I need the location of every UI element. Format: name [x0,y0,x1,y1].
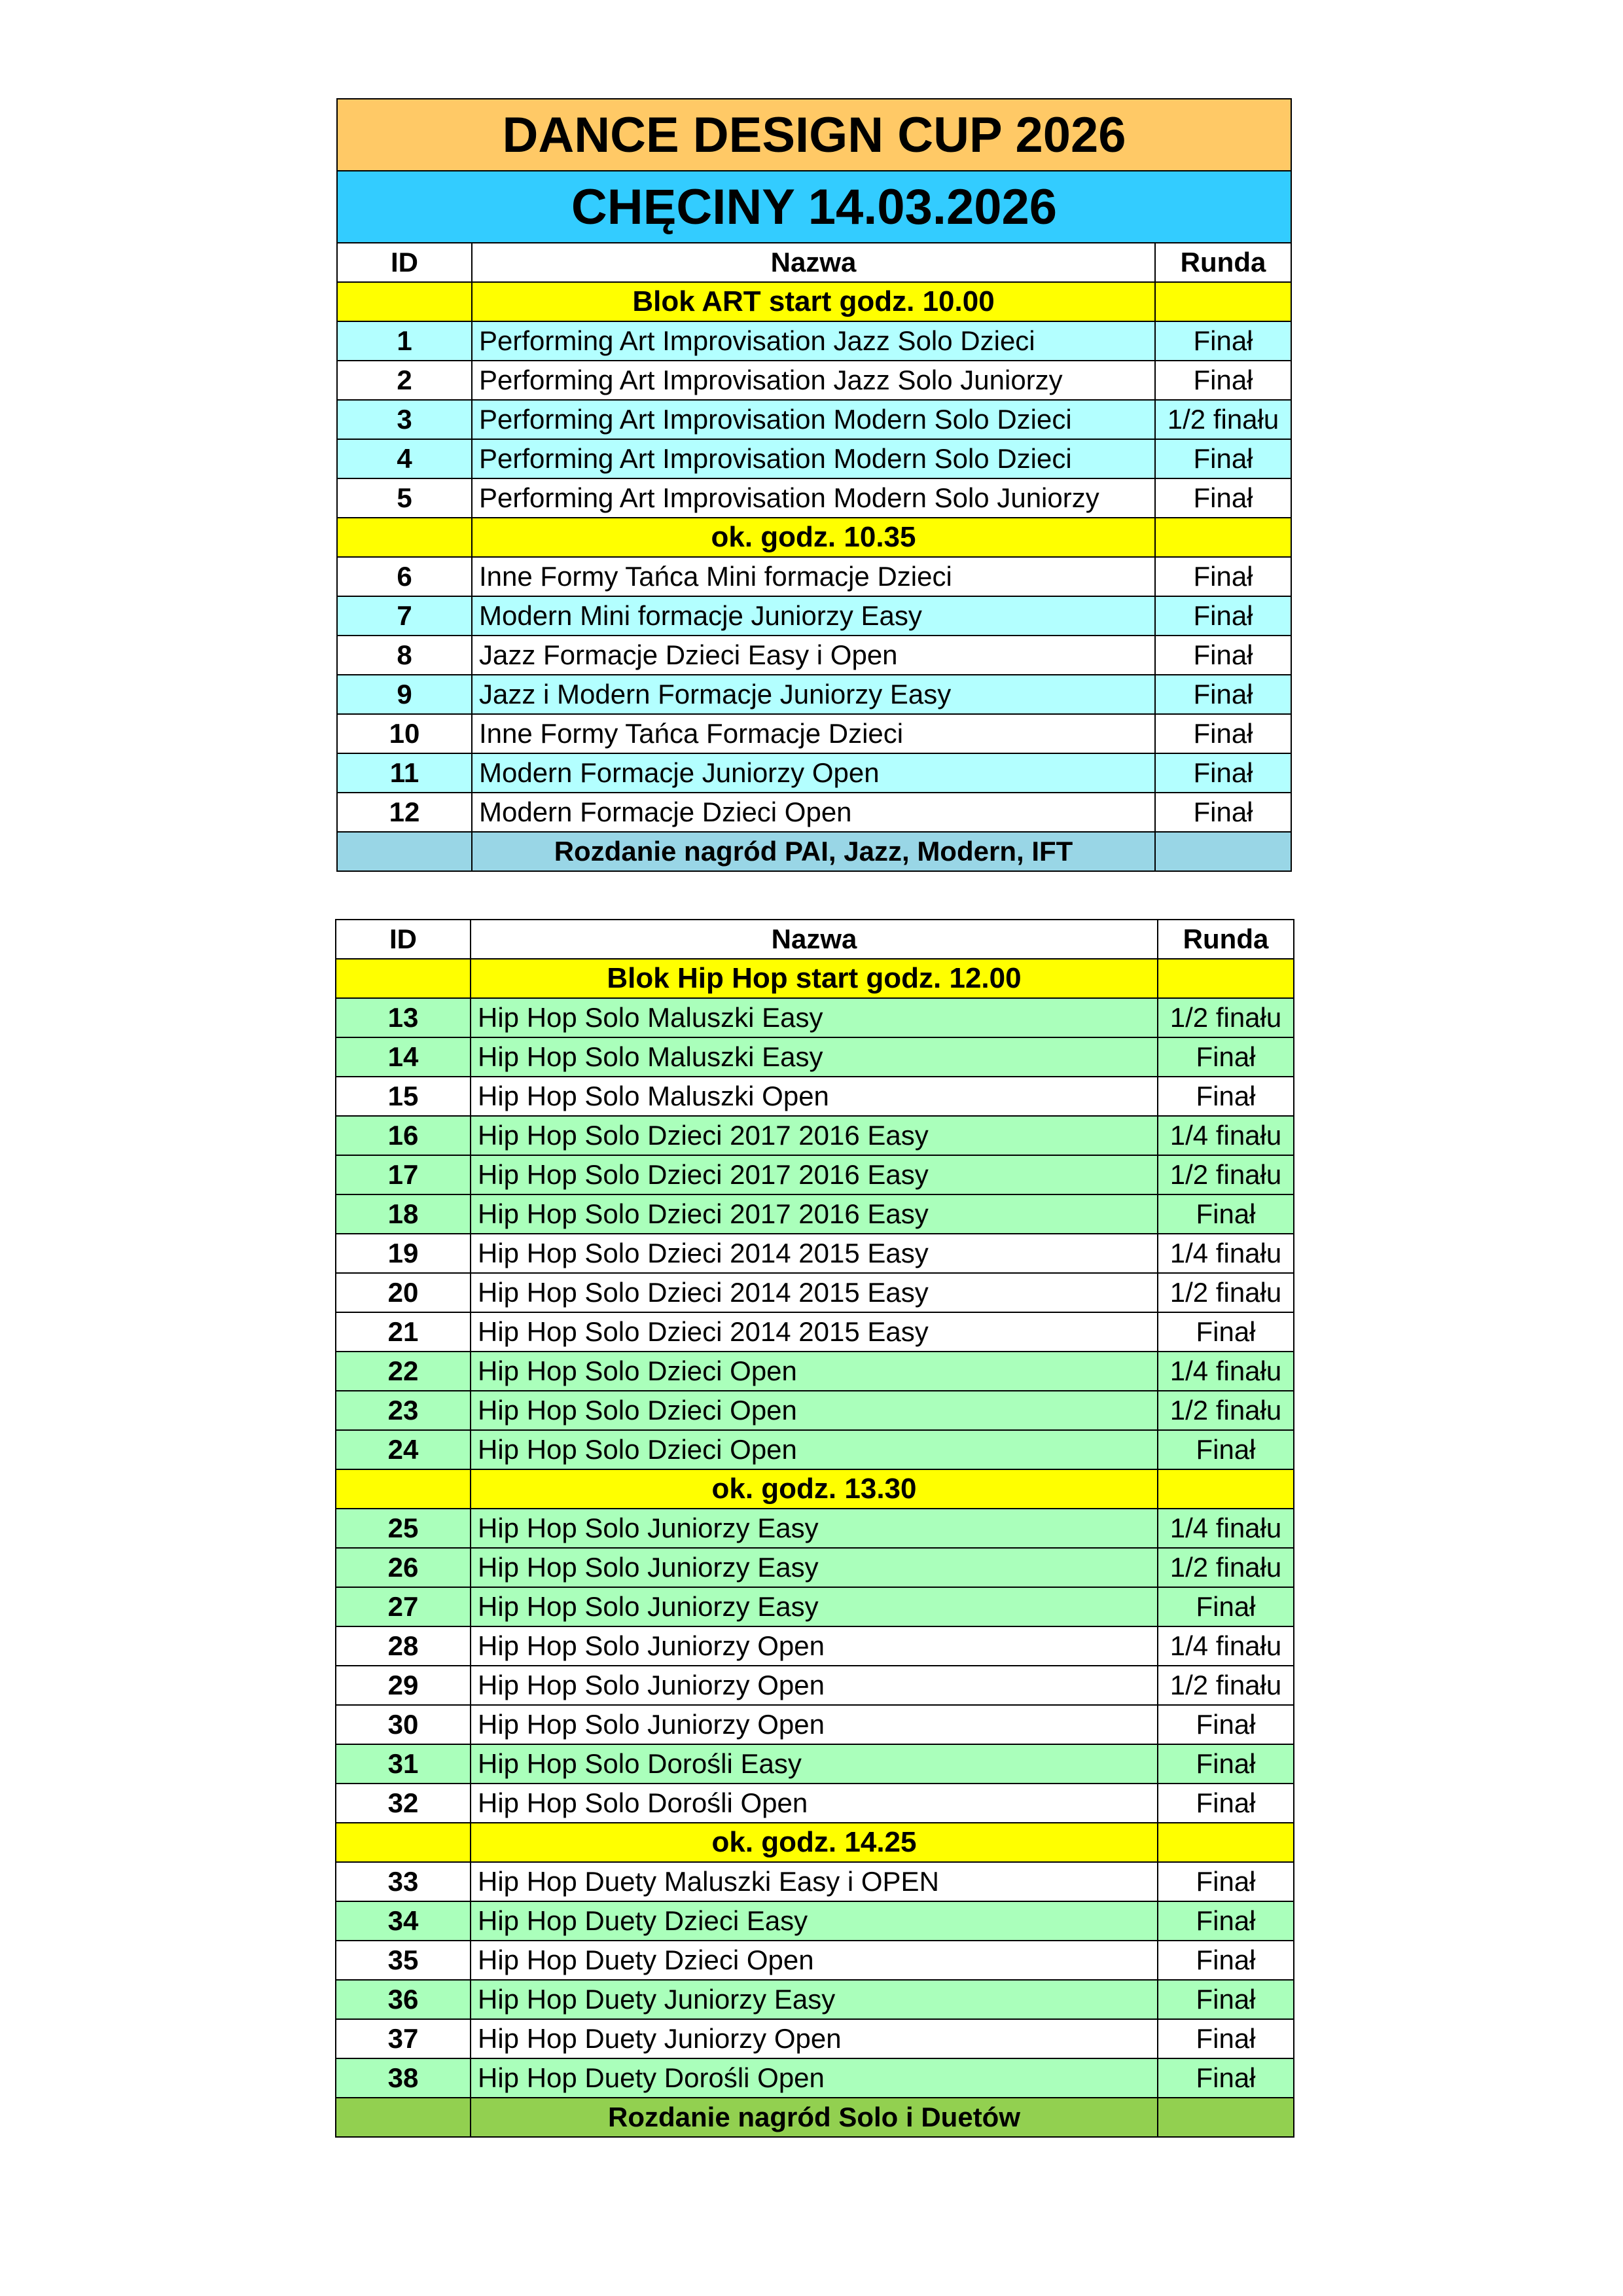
row-name: Hip Hop Solo Juniorzy Easy [471,1548,1158,1587]
row-id: 5 [337,478,472,518]
table-row [337,478,1291,518]
row-round: Finał [1155,714,1291,753]
title-row [337,99,1291,171]
table-row [337,675,1291,714]
row-name: Modern Formacje Juniorzy Open [472,753,1155,793]
row-id: 2 [337,361,472,400]
row-name: Hip Hop Solo Juniorzy Easy [471,1509,1158,1548]
row-id: 4 [337,439,472,478]
section-empty-cell [336,1823,471,1862]
row-round: Finał [1158,1901,1294,1941]
row-name: Hip Hop Solo Dzieci 2014 2015 Easy [471,1234,1158,1273]
table-row [336,1862,1294,1901]
hiphop-block-table [335,919,1294,2138]
row-name: Hip Hop Duety Juniorzy Easy [471,1980,1158,2019]
row-round: Finał [1155,478,1291,518]
table-row [336,1509,1294,1548]
column-header-name: Nazwa [471,920,1158,959]
subtitle-row [337,171,1291,243]
table-row [336,1744,1294,1784]
row-round: Finał [1158,2019,1294,2058]
row-round: Finał [1158,1077,1294,1116]
table-row [337,714,1291,753]
row-name: Hip Hop Solo Maluszki Open [471,1077,1158,1116]
table-row [336,1391,1294,1430]
row-id: 13 [336,998,471,1037]
section-empty-cell [1158,1469,1294,1509]
section-empty-cell [1158,959,1294,998]
row-round: Finał [1155,675,1291,714]
section-empty-cell [1158,1823,1294,1862]
row-round: Finał [1158,2058,1294,2098]
row-id: 7 [337,596,472,636]
table-row [337,753,1291,793]
awards-empty-cell [336,2098,471,2137]
row-id: 1 [337,321,472,361]
table-row [336,1234,1294,1273]
row-round: Finał [1158,1784,1294,1823]
table-row [336,1037,1294,1077]
row-name: Hip Hop Duety Dzieci Easy [471,1901,1158,1941]
row-id: 28 [336,1626,471,1666]
section-header-row [337,518,1291,557]
row-id: 17 [336,1155,471,1194]
row-id: 8 [337,636,472,675]
row-round: 1/2 finału [1158,1391,1294,1430]
section-header-row [337,282,1291,321]
table-row [336,998,1294,1037]
hiphop-awards-row [336,2098,1294,2137]
row-id: 35 [336,1941,471,1980]
table-row [336,1705,1294,1744]
row-name: Hip Hop Duety Maluszki Easy i OPEN [471,1862,1158,1901]
row-id: 23 [336,1391,471,1430]
row-round: 1/2 finału [1158,1155,1294,1194]
row-name: Hip Hop Duety Dorośli Open [471,2058,1158,2098]
row-id: 21 [336,1312,471,1352]
column-header-row [337,243,1291,282]
row-id: 38 [336,2058,471,2098]
table-row [336,1626,1294,1666]
row-name: Modern Formacje Dzieci Open [472,793,1155,832]
row-round: Finał [1158,1980,1294,2019]
row-name: Jazz Formacje Dzieci Easy i Open [472,636,1155,675]
row-name: Hip Hop Solo Dzieci 2014 2015 Easy [471,1312,1158,1352]
table-row [336,1194,1294,1234]
row-name: Hip Hop Duety Dzieci Open [471,1941,1158,1980]
page-subtitle: CHĘCINY 14.03.2026 [337,171,1291,243]
row-name: Performing Art Improvisation Modern Solo Dzieci [472,439,1155,478]
art-block-table [336,98,1292,872]
table-row [336,1784,1294,1823]
page-title: DANCE DESIGN CUP 2026 [337,99,1291,171]
section-time-label: Blok ART start godz. 10.00 [472,282,1155,321]
column-header-round: Runda [1155,243,1291,282]
row-round: Finał [1158,1587,1294,1626]
row-name: Hip Hop Solo Juniorzy Easy [471,1587,1158,1626]
row-id: 31 [336,1744,471,1784]
row-name: Hip Hop Solo Dzieci 2014 2015 Easy [471,1273,1158,1312]
row-id: 6 [337,557,472,596]
row-round: 1/4 finału [1158,1352,1294,1391]
row-name: Hip Hop Solo Juniorzy Open [471,1705,1158,1744]
row-round: Finał [1155,793,1291,832]
row-id: 29 [336,1666,471,1705]
row-name: Inne Formy Tańca Mini formacje Dzieci [472,557,1155,596]
art-awards-row [337,832,1291,871]
table-row [337,321,1291,361]
table-row [336,2058,1294,2098]
awards-label: Rozdanie nagród PAI, Jazz, Modern, IFT [472,832,1155,871]
awards-empty-cell [337,832,472,871]
table-row [336,1587,1294,1626]
section-empty-cell [336,959,471,998]
row-name: Hip Hop Solo Juniorzy Open [471,1626,1158,1666]
row-name: Hip Hop Solo Dzieci 2017 2016 Easy [471,1155,1158,1194]
table-row [336,1116,1294,1155]
row-round: Finał [1158,1194,1294,1234]
table-row [337,557,1291,596]
section-empty-cell [337,518,472,557]
row-round: Finał [1158,1705,1294,1744]
row-name: Performing Art Improvisation Jazz Solo Dzieci [472,321,1155,361]
row-round: Finał [1155,439,1291,478]
row-id: 18 [336,1194,471,1234]
table-row [337,361,1291,400]
row-name: Hip Hop Solo Dzieci 2017 2016 Easy [471,1194,1158,1234]
row-name: Jazz i Modern Formacje Juniorzy Easy [472,675,1155,714]
row-name: Inne Formy Tańca Formacje Dzieci [472,714,1155,753]
table-row [336,1666,1294,1705]
row-name: Hip Hop Solo Dzieci Open [471,1352,1158,1391]
section-empty-cell [337,282,472,321]
row-id: 22 [336,1352,471,1391]
section-time-label: Blok Hip Hop start godz. 12.00 [471,959,1158,998]
row-id: 30 [336,1705,471,1744]
row-name: Hip Hop Solo Dzieci Open [471,1430,1158,1469]
row-id: 24 [336,1430,471,1469]
section-header-row [336,1469,1294,1509]
table-row [336,1548,1294,1587]
row-round: 1/2 finału [1158,1548,1294,1587]
row-name: Modern Mini formacje Juniorzy Easy [472,596,1155,636]
row-round: Finał [1158,1744,1294,1784]
row-id: 3 [337,400,472,439]
awards-label: Rozdanie nagród Solo i Duetów [471,2098,1158,2137]
section-time-label: ok. godz. 14.25 [471,1823,1158,1862]
table-row [337,400,1291,439]
row-round: Finał [1155,636,1291,675]
row-id: 26 [336,1548,471,1587]
row-name: Hip Hop Solo Dzieci Open [471,1391,1158,1430]
column-header-row [336,920,1294,959]
row-name: Performing Art Improvisation Modern Solo Dzieci [472,400,1155,439]
section-time-label: ok. godz. 13.30 [471,1469,1158,1509]
section-header-row [336,959,1294,998]
row-round: 1/4 finału [1158,1509,1294,1548]
table-row [336,1980,1294,2019]
row-round: Finał [1155,361,1291,400]
row-id: 16 [336,1116,471,1155]
column-header-id: ID [337,243,472,282]
row-id: 20 [336,1273,471,1312]
row-name: Hip Hop Solo Dorośli Easy [471,1744,1158,1784]
row-id: 19 [336,1234,471,1273]
row-id: 11 [337,753,472,793]
awards-empty-cell [1158,2098,1294,2137]
row-round: Finał [1155,321,1291,361]
table-row [336,1901,1294,1941]
row-name: Performing Art Improvisation Modern Solo Juniorzy [472,478,1155,518]
row-id: 33 [336,1862,471,1901]
row-name: Hip Hop Duety Juniorzy Open [471,2019,1158,2058]
row-id: 27 [336,1587,471,1626]
table-row [336,1430,1294,1469]
row-round: 1/2 finału [1158,998,1294,1037]
table-row [337,439,1291,478]
table-row [336,2019,1294,2058]
row-name: Performing Art Improvisation Jazz Solo Juniorzy [472,361,1155,400]
row-round: Finał [1158,1037,1294,1077]
row-round: Finał [1158,1941,1294,1980]
column-header-id: ID [336,920,471,959]
row-name: Hip Hop Solo Dorośli Open [471,1784,1158,1823]
row-round: 1/2 finału [1155,400,1291,439]
row-round: 1/4 finału [1158,1626,1294,1666]
row-id: 32 [336,1784,471,1823]
row-name: Hip Hop Solo Dzieci 2017 2016 Easy [471,1116,1158,1155]
section-header-row [336,1823,1294,1862]
row-round: Finał [1158,1312,1294,1352]
row-round: Finał [1155,557,1291,596]
table-row [337,793,1291,832]
table-row [337,596,1291,636]
column-header-round: Runda [1158,920,1294,959]
row-name: Hip Hop Solo Maluszki Easy [471,1037,1158,1077]
row-id: 36 [336,1980,471,2019]
section-empty-cell [1155,518,1291,557]
row-round: 1/4 finału [1158,1116,1294,1155]
table-row [336,1077,1294,1116]
row-round: Finał [1158,1430,1294,1469]
table-row [336,1273,1294,1312]
table-row [336,1312,1294,1352]
table-row [336,1155,1294,1194]
section-empty-cell [336,1469,471,1509]
row-id: 37 [336,2019,471,2058]
section-time-label: ok. godz. 10.35 [472,518,1155,557]
row-id: 15 [336,1077,471,1116]
row-round: Finał [1158,1862,1294,1901]
row-round: 1/4 finału [1158,1234,1294,1273]
row-round: Finał [1155,596,1291,636]
row-id: 14 [336,1037,471,1077]
column-header-name: Nazwa [472,243,1155,282]
row-id: 9 [337,675,472,714]
table-row [337,636,1291,675]
row-name: Hip Hop Solo Maluszki Easy [471,998,1158,1037]
awards-empty-cell [1155,832,1291,871]
table-row [336,1352,1294,1391]
row-id: 10 [337,714,472,753]
table-row [336,1941,1294,1980]
section-empty-cell [1155,282,1291,321]
row-id: 25 [336,1509,471,1548]
row-name: Hip Hop Solo Juniorzy Open [471,1666,1158,1705]
row-id: 12 [337,793,472,832]
row-round: Finał [1155,753,1291,793]
row-id: 34 [336,1901,471,1941]
row-round: 1/2 finału [1158,1666,1294,1705]
row-round: 1/2 finału [1158,1273,1294,1312]
